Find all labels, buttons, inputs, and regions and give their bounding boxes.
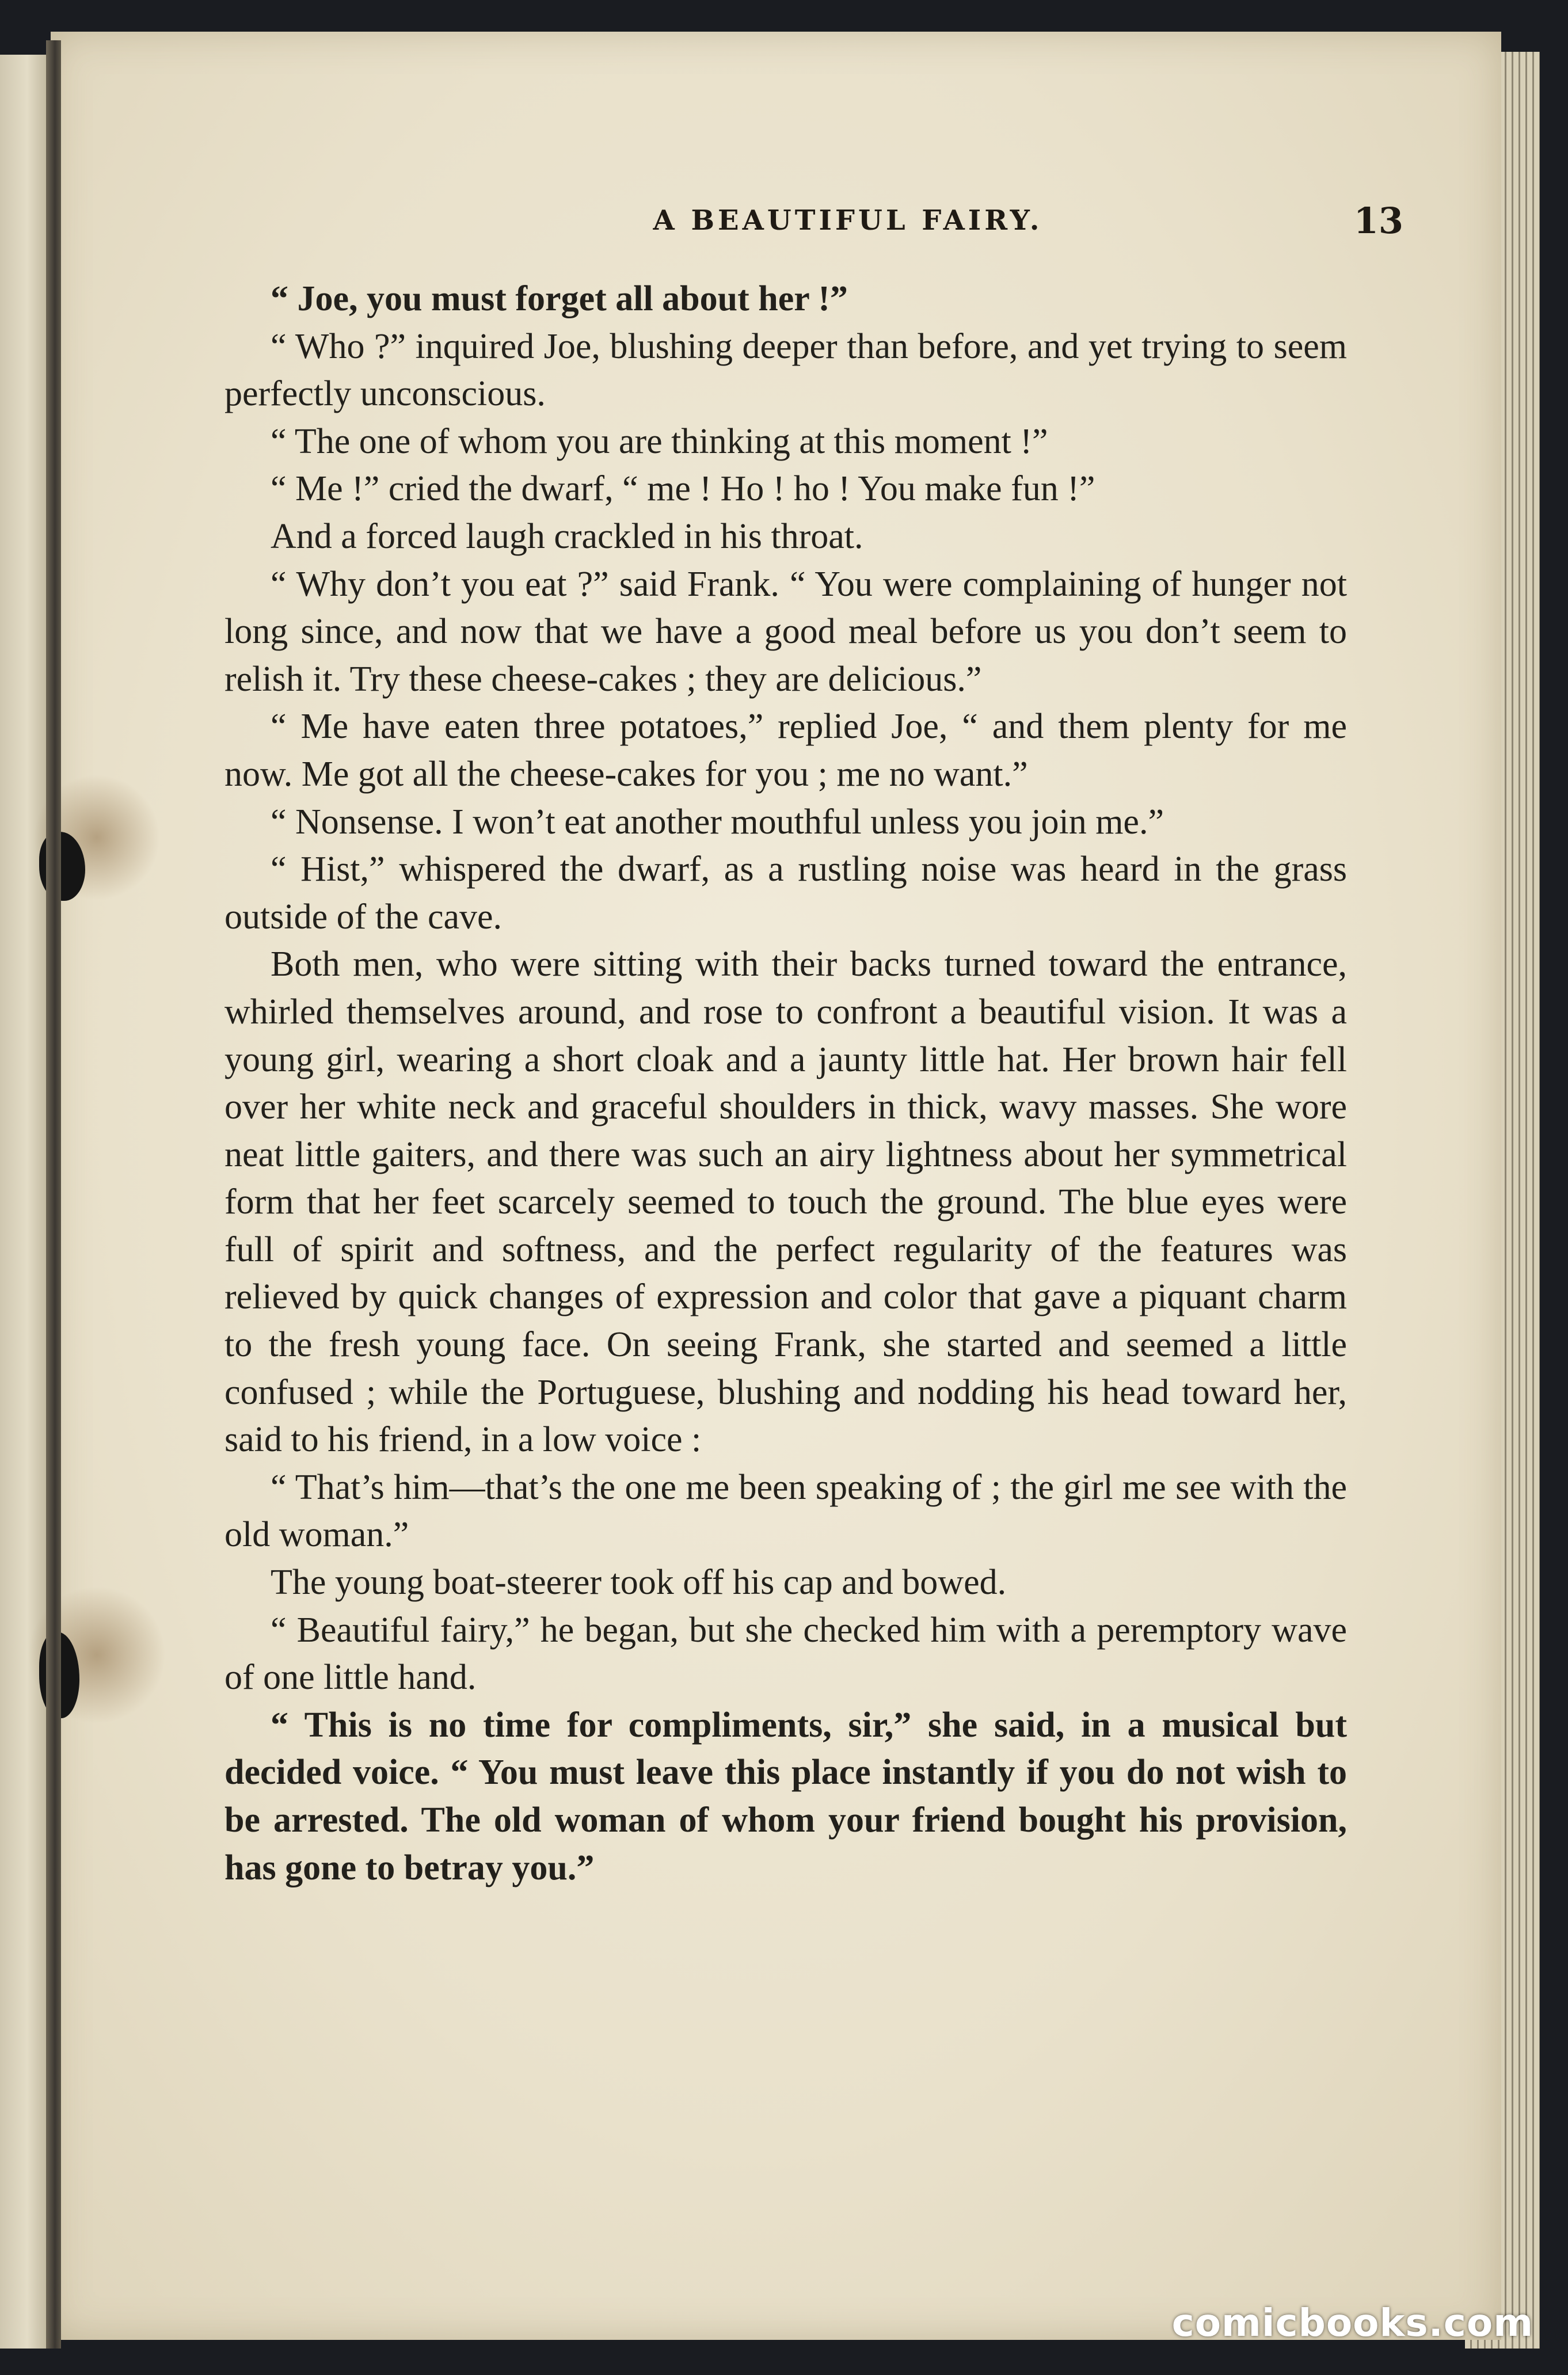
paragraph: “ Me !” cried the dwarf, “ me ! Ho ! ho ! You make fun !” <box>271 469 1095 509</box>
paragraph: “ Who ?” inquired Joe, blushing deeper than before, and yet trying to seem perfectly unconscious. <box>224 326 1347 414</box>
paragraph: And a forced laugh crackled in his throat. <box>271 516 863 556</box>
paragraph: “ Beautiful fairy,” he began, but she checked him with a peremptory wave of one little hand. <box>224 1610 1347 1697</box>
running-title: A BEAUTIFUL FAIRY. <box>653 204 1043 237</box>
watermark: comicbooks.com <box>1171 2301 1533 2345</box>
paragraph: “ Nonsense. I won’t eat another mouthful unless you join me.” <box>271 802 1164 842</box>
paragraph: “ Joe, you must forget all about her !” <box>271 279 848 318</box>
paragraph: “ Hist,” whispered the dwarf, as a rustling noise was heard in the grass outside of the cave. <box>224 850 1347 937</box>
body-text <box>224 275 1347 1891</box>
page-number: 13 <box>1353 200 1403 242</box>
paragraph: “ That’s him—that’s the one me been speaking of ; the girl me see with the old woman.” <box>224 1467 1347 1555</box>
paragraph: “ Me have eaten three potatoes,” replied Joe, “ and them plenty for me now. Me got all the cheese-cakes for you ; me no want.” <box>224 707 1347 794</box>
paragraph: “ This is no time for compliments, sir,” she said, in a musical but decided voice. “ You must leave this place instantly if you do not wish to be arrested. The old woman of whom your friend bought his provision, has gone to betray you.” <box>224 1705 1347 1887</box>
paragraph: The young boat-steerer took off his cap and bowed. <box>271 1563 1007 1603</box>
paragraph: Both men, who were sitting with their backs turned toward the entrance, whirled themselves around, and rose to confront a beautiful vision. It was a young girl, wearing a short cloak and a jaunty little hat. Her brown hair fell over her white neck and graceful shoulders in thick, wavy masses. She wore neat little gaiters, and there was such an airy lightness about her symmetrical form that her feet scarcely seemed to touch the ground. The blue eyes were full of spirit and softness, and the perfect regularity of the features was relieved by quick changes of expression and color that gave a piquant charm to the fresh young face. On seeing Frank, she started and seemed a little confused ; while the Portuguese, blushing and nodding his head toward her, said to his friend, in a low voice : <box>224 945 1347 1460</box>
book-gutter <box>46 40 61 2349</box>
page-header <box>223 200 1403 256</box>
paragraph: “ The one of whom you are thinking at this moment !” <box>271 421 1048 461</box>
paragraph: “ Why don’t you eat ?” said Frank. “ You were complaining of hunger not long since, and now that we have a good meal before us you don’t seem to relish it. Try these cheese-cakes ; they are delicious.” <box>224 564 1347 699</box>
facing-page-edge <box>0 55 50 2349</box>
